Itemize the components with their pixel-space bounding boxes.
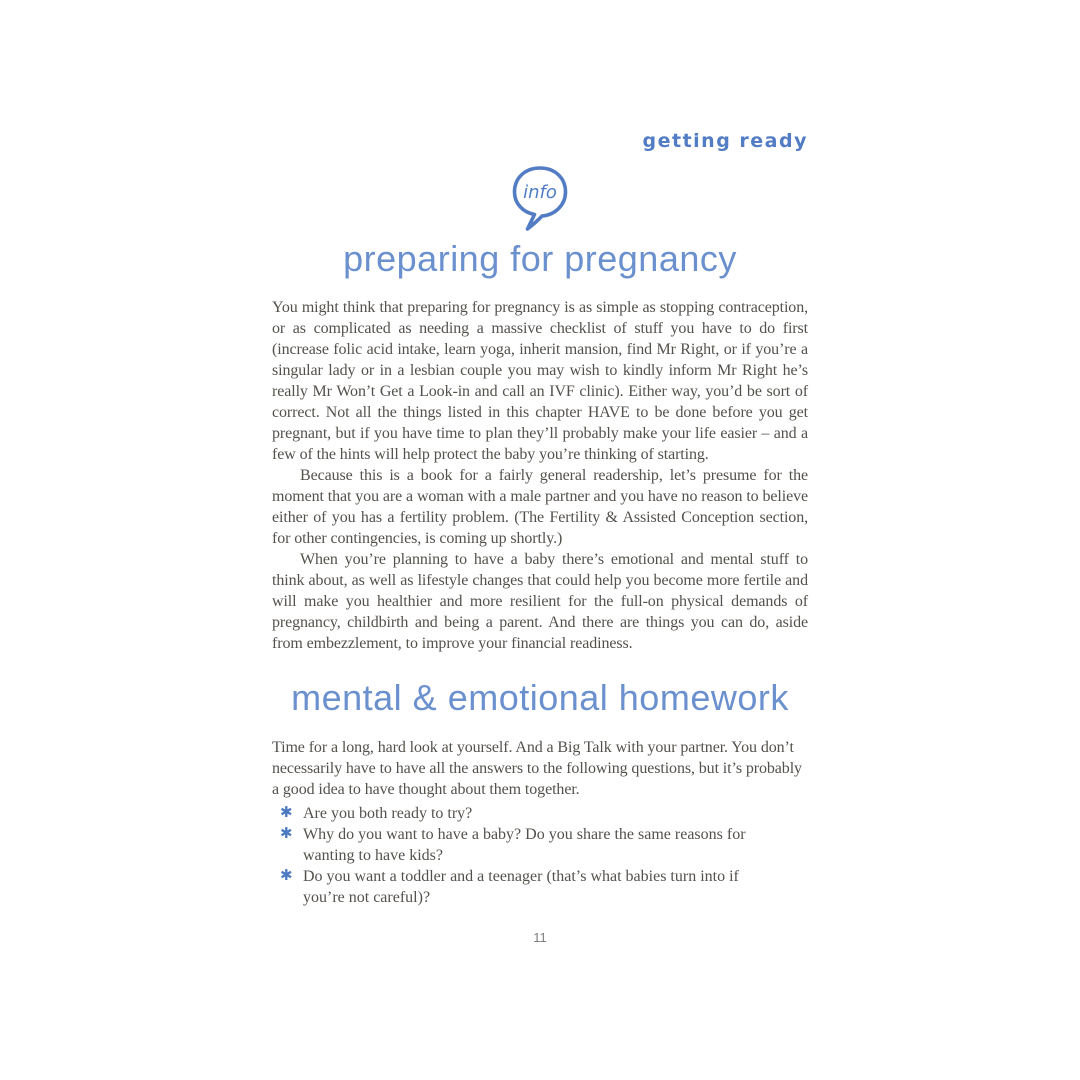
info-bubble-icon	[272, 164, 808, 234]
questions-list	[280, 803, 750, 908]
list-item-text: Are you both ready to try?	[303, 805, 473, 822]
star-bullet-icon: ✱	[280, 826, 293, 842]
book-page	[272, 0, 808, 945]
list-item	[280, 824, 750, 866]
body-paragraph-3: When you’re planning to have a baby there’s emotional and mental stuff to think about, as well as lifestyle changes that could help you become more fertile and will make you healthier and more resilient for the full-on physical demands of pregnancy, childbirth and being a parent. And there are things you can do, aside from embezzlement, to improve your financial readiness.	[272, 551, 808, 652]
list-item	[280, 803, 750, 824]
star-bullet-icon: ✱	[280, 805, 293, 821]
list-item-text: Why do you want to have a baby? Do you share the same reasons for wanting to have kids?	[303, 826, 746, 864]
chapter-kicker: getting ready	[642, 130, 808, 152]
page-number: 11	[533, 930, 547, 945]
body-paragraph-1: You might think that preparing for pregnancy is as simple as stopping contraception, or as complicated as needing a massive checklist of stuff you have to do first (increase folic acid intake, learn yoga, inherit mansion, find Mr Right, or if you’re a singular lady or in a lesbian couple you may wish to kindly inform Mr Right he’s really Mr Won’t Get a Look-in and call an IVF clinic). Either way, you’d be sort of correct. Not all the things listed in this chapter HAVE to be done before you get pregnant, but if you have time to plan they’ll probably make your life easier – and a few of the hints will help protect the baby you’re thinking of starting.	[272, 299, 808, 463]
article-title: preparing for pregnancy	[343, 238, 737, 279]
section-heading: mental & emotional homework	[291, 677, 789, 718]
info-icon-label: info	[523, 182, 557, 203]
section-intro-paragraph: Time for a long, hard look at yourself. And a Big Talk with your partner. You don’t necessarily have to have all the answers to the following questions, but it’s probably a good idea to have thought about them together.	[272, 739, 802, 798]
star-bullet-icon: ✱	[280, 868, 293, 884]
list-item-text: Do you want a toddler and a teenager (that’s what babies turn into if you’re not careful)?	[303, 868, 739, 906]
list-item	[280, 866, 750, 908]
body-paragraph-2: Because this is a book for a fairly general readership, let’s presume for the moment that you are a woman with a male partner and you have no reason to believe either of you has a fertility problem. (The Fertility & Assisted Conception section, for other contingencies, is coming up shortly.)	[272, 467, 808, 547]
